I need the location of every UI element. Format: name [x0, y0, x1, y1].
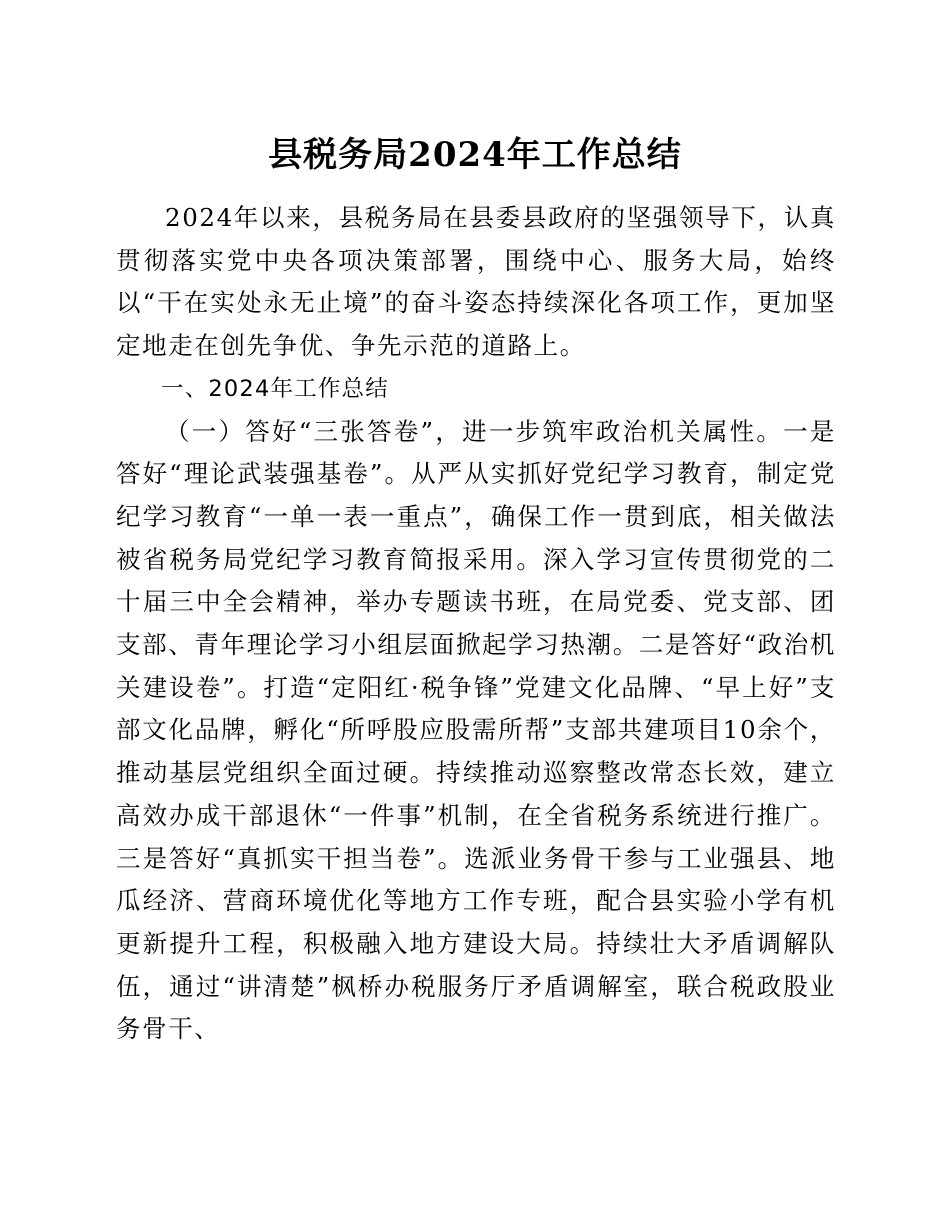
document-title: 县税务局2024年工作总结 — [268, 135, 682, 175]
section-heading: 一、2024年工作总结 — [161, 375, 389, 402]
section-paragraph: （一）答好“三张答卷”，进一步筑牢政治机关属性。一是答好“理论武装强基卷”。从严从实抓好党纪学习教育，制定党纪学习教育“一单一表一重点”，确保工作一贯到底，相关做法被省税务局党纪学习教育简报采用。深入学习宣传贯彻党的二十届三中全会精神，举办专题读书班，在局党委、党支部、团支部、青年理论学习小组层面掀起学习热潮。二是答好“政治机关建设卷”。打造“定阳红·税争锋”党建文化品牌、“早上好”支部文化品牌，孵化“所呼股应股需所帮”支部共建项目10余个，推动基层党组织全面过硬。持续推动巡察整改常态长效，建立高效办成干部退休“一件事”机制，在全省税务系统进行推广。三是答好“真抓实干担当卷”。选派业务骨干参与工业强县、地瓜经济、营商环境优化等地方工作专班，配合县实验小学有机更新提升工程，积极融入地方建设大局。持续壮大矛盾调解队伍，通过“讲清楚”枫桥办税服务厅矛盾调解室，联合税政股业务骨干、 — [116, 416, 836, 1044]
document-body — [116, 197, 836, 1051]
intro-paragraph: 2024年以来，县税务局在县委县政府的坚强领导下，认真贯彻落实党中央各项决策部署，围绕中心、服务大局，始终以“干在实处永无止境”的奋斗姿态持续深化各项工作，更加坚定地走在创先争优、争先示范的道路上。 — [116, 203, 836, 361]
